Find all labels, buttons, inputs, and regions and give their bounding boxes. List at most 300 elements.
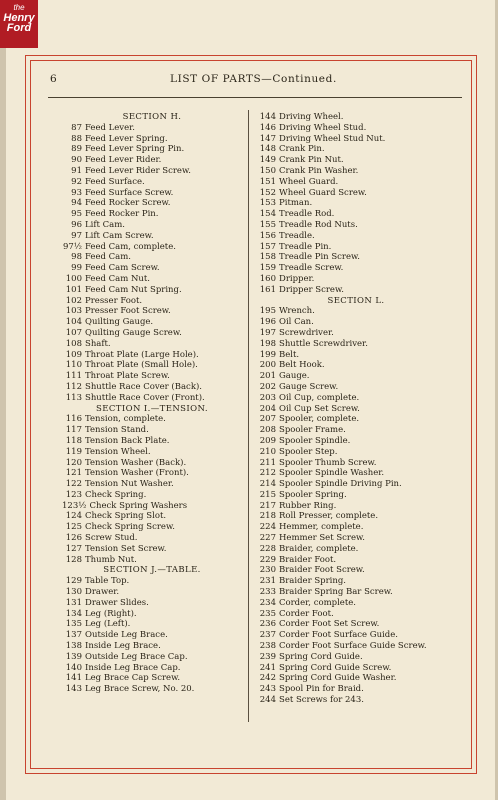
part-list-item — [62, 652, 242, 663]
part-name: Drawer. — [85, 587, 120, 598]
part-number: 146 — [259, 122, 276, 133]
part-number: 202 — [259, 381, 276, 392]
part-list-item — [62, 587, 242, 598]
part-number: 227 — [259, 533, 276, 544]
part-list-item — [62, 328, 242, 339]
part-number: 151 — [259, 176, 276, 187]
part-name: Spool Pin for Braid. — [279, 684, 364, 695]
part-list-item — [256, 565, 456, 576]
part-number: 149 — [259, 155, 276, 166]
part-number: 102 — [65, 295, 82, 306]
part-name: Shuttle Race Cover (Front). — [85, 392, 205, 403]
part-number: 155 — [259, 219, 276, 230]
part-name: Outside Leg Brace Cap. — [85, 651, 188, 662]
part-name: Leg Brace Screw, No. 20. — [85, 684, 195, 695]
part-list-item — [62, 339, 242, 350]
part-number: 138 — [65, 641, 82, 652]
part-name: Tension Wheel. — [85, 446, 151, 457]
part-number: 92 — [71, 176, 82, 187]
part-list-item — [62, 684, 242, 695]
part-number: 215 — [259, 489, 276, 500]
part-number: 212 — [259, 468, 276, 479]
part-number: 197 — [259, 327, 276, 338]
part-number: 158 — [259, 252, 276, 263]
part-list-item — [256, 533, 456, 544]
part-name: Check Spring Slot. — [85, 511, 167, 522]
part-name: Treadle Pin Screw. — [279, 252, 360, 263]
part-list-item — [256, 609, 456, 620]
part-list-item — [62, 479, 242, 490]
part-name: Feed Cam Nut. — [85, 273, 150, 284]
part-list-item — [62, 350, 242, 361]
part-number: 97 — [71, 230, 82, 241]
part-number: 161 — [259, 284, 276, 295]
part-name: Feed Rocker Pin. — [85, 209, 159, 220]
part-list-item — [62, 619, 242, 630]
part-list-item — [256, 209, 456, 220]
part-name: Throat Plate (Large Hole). — [85, 349, 199, 360]
part-list-item — [62, 490, 242, 501]
page-header — [50, 73, 460, 87]
part-list-item — [256, 155, 456, 166]
part-list-item — [256, 231, 456, 242]
part-name: Leg (Right). — [85, 608, 137, 619]
part-list-item — [62, 458, 242, 469]
part-name: Shaft. — [85, 338, 111, 349]
part-name: Braider Spring Bar Screw. — [279, 587, 393, 598]
part-name: Leg Brace Cap Screw. — [85, 673, 181, 684]
part-name: Shuttle Race Cover (Back). — [85, 381, 202, 392]
part-list-item — [256, 663, 456, 674]
part-list-item — [256, 317, 456, 328]
part-list-item — [256, 436, 456, 447]
section-heading: SECTION L. — [327, 295, 385, 306]
part-number: 196 — [259, 317, 276, 328]
part-number: 156 — [259, 230, 276, 241]
part-name: Outside Leg Brace. — [85, 630, 168, 641]
part-list-item — [62, 198, 242, 209]
part-number: 93 — [71, 187, 82, 198]
part-number: 127 — [65, 543, 82, 554]
part-list-item — [256, 630, 456, 641]
part-list-item — [256, 134, 456, 145]
part-number: 157 — [259, 241, 276, 252]
part-list-item — [62, 436, 242, 447]
part-name: Wheel Guard. — [279, 176, 339, 187]
part-name: Spooler Spring. — [279, 489, 347, 500]
part-name: Tension Nut Washer. — [85, 479, 174, 490]
part-list-item — [256, 144, 456, 155]
part-list-item — [62, 382, 242, 393]
part-number: 235 — [259, 608, 276, 619]
part-name: Feed Rocker Screw. — [85, 198, 171, 209]
part-number: 137 — [65, 630, 82, 641]
part-name: Corder, complete. — [279, 597, 356, 608]
part-name: Drawer Slides. — [85, 597, 149, 608]
part-name: Spooler Step. — [279, 446, 338, 457]
part-number: 242 — [259, 673, 276, 684]
part-number: 111 — [65, 371, 82, 382]
column-divider — [248, 110, 249, 722]
part-number: 150 — [259, 165, 276, 176]
henry-ford-logo — [0, 0, 38, 48]
part-list-item — [62, 123, 242, 134]
part-name: Feed Lever Rider. — [85, 155, 162, 166]
part-number: 238 — [259, 641, 276, 652]
part-name: Crank Pin. — [279, 144, 325, 155]
part-list-item — [256, 274, 456, 285]
part-number: 121 — [65, 468, 82, 479]
part-name: Table Top. — [85, 576, 130, 587]
part-name: Spooler Frame. — [279, 425, 346, 436]
part-list-item — [256, 684, 456, 695]
part-number: 140 — [65, 662, 82, 673]
part-number: 147 — [259, 133, 276, 144]
part-list-item — [256, 598, 456, 609]
part-name: Corder Foot Set Screw. — [279, 619, 380, 630]
part-name: Throat Plate (Small Hole). — [85, 360, 198, 371]
part-name: Lift Cam Screw. — [85, 230, 154, 241]
part-list-item — [256, 339, 456, 350]
part-number: 100 — [65, 273, 82, 284]
part-list-item — [256, 242, 456, 253]
part-name: Spring Cord Guide Screw. — [279, 662, 392, 673]
part-number: 210 — [259, 446, 276, 457]
part-name: Thumb Nut. — [85, 554, 137, 565]
part-list-item — [62, 544, 242, 555]
part-number: 231 — [259, 576, 276, 587]
part-list-item — [62, 166, 242, 177]
part-list-item — [62, 134, 242, 145]
part-name: Driving Wheel. — [279, 112, 344, 122]
part-number: 99 — [71, 263, 82, 274]
part-name: Screwdriver. — [279, 327, 334, 338]
part-list-item — [256, 112, 456, 123]
header-rule — [48, 97, 462, 98]
part-list-item — [62, 609, 242, 620]
part-list-item — [62, 317, 242, 328]
part-list-item — [62, 447, 242, 458]
part-number: 214 — [259, 479, 276, 490]
part-number: 200 — [259, 360, 276, 371]
section-heading: SECTION J.—TABLE. — [103, 565, 201, 576]
part-list-item — [62, 468, 242, 479]
part-name: Crank Pin Washer. — [279, 165, 359, 176]
part-name: Check Spring Screw. — [85, 522, 175, 533]
part-list-item — [256, 544, 456, 555]
part-number: 118 — [65, 435, 82, 446]
part-number: 130 — [65, 587, 82, 598]
part-name: Feed Surface. — [85, 176, 145, 187]
part-number: 90 — [71, 155, 82, 166]
part-name: Hemmer, complete. — [279, 522, 364, 533]
part-list-item — [62, 209, 242, 220]
part-name: Oil Cup, complete. — [279, 392, 360, 403]
part-list-item — [256, 350, 456, 361]
part-list-item — [256, 123, 456, 134]
part-number: 129 — [65, 576, 82, 587]
part-list-item — [62, 522, 242, 533]
part-list-item — [256, 490, 456, 501]
part-list-item — [62, 641, 242, 652]
part-number: 87 — [71, 122, 82, 133]
part-name: Gauge Screw. — [279, 381, 339, 392]
part-list-item — [256, 501, 456, 512]
part-list-item — [62, 598, 242, 609]
part-number: 116 — [65, 414, 82, 425]
part-name: Wheel Guard Screw. — [279, 187, 367, 198]
part-list-item — [62, 296, 242, 307]
part-number: 96 — [71, 219, 82, 230]
part-name: Feed Lever Spring. — [85, 133, 168, 144]
part-name: Driving Wheel Stud. — [279, 122, 367, 133]
part-name: Inside Leg Brace Cap. — [85, 662, 181, 673]
part-name: Corder Foot. — [279, 608, 334, 619]
part-number: 108 — [65, 338, 82, 349]
part-name: Tension, complete. — [85, 414, 166, 425]
part-name: Hemmer Set Screw. — [279, 533, 365, 544]
part-number: 112 — [65, 381, 82, 392]
part-list-item — [256, 425, 456, 436]
part-number: 109 — [65, 349, 82, 360]
part-list-item — [62, 371, 242, 382]
part-list-item — [256, 360, 456, 371]
part-name: Feed Cam, complete. — [85, 241, 176, 252]
logo-line-ford: Ford — [6, 22, 32, 34]
part-number: 110 — [65, 360, 82, 371]
part-name: Oil Can. — [279, 317, 314, 328]
part-number: 98 — [71, 252, 82, 263]
part-list-item — [62, 501, 242, 512]
part-list-item — [62, 285, 242, 296]
part-name: Screw Stud. — [85, 533, 138, 544]
part-number: 153 — [259, 198, 276, 209]
part-number: 113 — [65, 392, 82, 403]
part-name: Inside Leg Brace. — [85, 641, 161, 652]
part-name: Treadle Screw. — [279, 263, 344, 274]
part-name: Oil Cup Set Screw. — [279, 403, 360, 414]
part-name: Feed Lever Rider Screw. — [85, 165, 191, 176]
part-list-item — [256, 522, 456, 533]
part-name: Tension Stand. — [85, 425, 149, 436]
part-list-item — [62, 177, 242, 188]
part-number: 211 — [259, 457, 276, 468]
part-number: 88 — [71, 133, 82, 144]
part-list-item — [256, 673, 456, 684]
part-list-item — [62, 673, 242, 684]
part-name: Feed Cam Nut Spring. — [85, 284, 182, 295]
part-number: 139 — [65, 651, 82, 662]
part-name: Rubber Ring. — [279, 500, 337, 511]
part-number: 123½ — [62, 500, 87, 511]
part-list-item — [256, 468, 456, 479]
part-list-item — [256, 166, 456, 177]
part-number: 128 — [65, 554, 82, 565]
part-list-item — [62, 663, 242, 674]
part-name: Treadle Rod Nuts. — [279, 219, 358, 230]
part-name: Spooler Spindle Washer. — [279, 468, 385, 479]
part-name: Gauge. — [279, 371, 310, 382]
part-name: Crank Pin Nut. — [279, 155, 344, 166]
part-number: 159 — [259, 263, 276, 274]
part-number: 97½ — [62, 241, 82, 252]
part-number: 131 — [65, 597, 82, 608]
part-name: Lift Cam. — [85, 219, 125, 230]
part-name: Treadle Rod. — [279, 209, 335, 220]
part-number: 203 — [259, 392, 276, 403]
part-number: 120 — [65, 457, 82, 468]
part-number: 244 — [259, 695, 276, 706]
part-list-item — [256, 587, 456, 598]
part-name: Presser Foot Screw. — [85, 306, 171, 317]
part-list-item — [256, 263, 456, 274]
part-name: Tension Back Plate. — [85, 435, 170, 446]
part-number: 124 — [65, 511, 82, 522]
part-name: Treadle. — [279, 230, 315, 241]
part-list-item — [62, 414, 242, 425]
part-number: 107 — [65, 327, 82, 338]
part-name: Spooler, complete. — [279, 414, 360, 425]
part-number: 141 — [65, 673, 82, 684]
part-number: 228 — [259, 543, 276, 554]
part-number: 126 — [65, 533, 82, 544]
part-name: Feed Surface Screw. — [85, 187, 174, 198]
part-name: Feed Lever. — [85, 122, 135, 133]
part-number: 91 — [71, 165, 82, 176]
part-number: 236 — [259, 619, 276, 630]
parts-list-right-column — [256, 112, 456, 706]
part-list-item — [62, 144, 242, 155]
part-list-item — [62, 220, 242, 231]
part-name: Dripper Screw. — [279, 284, 344, 295]
part-number: 218 — [259, 511, 276, 522]
page-number: 6 — [50, 73, 57, 85]
part-list-item — [62, 263, 242, 274]
part-list-item — [62, 188, 242, 199]
part-list-item — [256, 404, 456, 415]
part-number: 144 — [259, 112, 276, 122]
part-name: Leg (Left). — [85, 619, 131, 630]
part-list-item — [256, 371, 456, 382]
part-number: 122 — [65, 479, 82, 490]
part-name: Dripper. — [279, 273, 315, 284]
part-number: 237 — [259, 630, 276, 641]
part-name: Feed Cam. — [85, 252, 131, 263]
logo-line-henry: Henry — [3, 12, 35, 24]
part-number: 152 — [259, 187, 276, 198]
part-name: Corder Foot Surface Guide. — [279, 630, 398, 641]
part-name: Pitman. — [279, 198, 313, 209]
part-number: 208 — [259, 425, 276, 436]
part-number: 195 — [259, 306, 276, 317]
part-list-item — [256, 252, 456, 263]
part-name: Spooler Spindle Driving Pin. — [279, 479, 402, 490]
part-list-item — [256, 479, 456, 490]
part-name: Feed Lever Spring Pin. — [85, 144, 185, 155]
part-list-item — [256, 306, 456, 317]
part-name: Braider Foot Screw. — [279, 565, 365, 576]
part-list-item — [62, 360, 242, 371]
part-number: 239 — [259, 651, 276, 662]
part-name: Check Spring Washers — [89, 500, 188, 511]
part-list-item — [62, 425, 242, 436]
part-number: 135 — [65, 619, 82, 630]
part-number: 134 — [65, 608, 82, 619]
part-number: 103 — [65, 306, 82, 317]
part-name: Check Spring. — [85, 489, 147, 500]
part-list-item — [256, 393, 456, 404]
part-name: Belt Hook. — [279, 360, 325, 371]
part-number: 224 — [259, 522, 276, 533]
part-number: 234 — [259, 597, 276, 608]
part-number: 229 — [259, 554, 276, 565]
part-number: 207 — [259, 414, 276, 425]
part-list-item — [62, 511, 242, 522]
part-name: Presser Foot. — [85, 295, 143, 306]
part-name: Spooler Thumb Screw. — [279, 457, 377, 468]
part-list-item — [62, 306, 242, 317]
part-list-item — [62, 533, 242, 544]
part-number: 243 — [259, 684, 276, 695]
part-name: Spring Cord Guide. — [279, 651, 363, 662]
part-number: 148 — [259, 144, 276, 155]
part-number: 104 — [65, 317, 82, 328]
part-list-item — [62, 231, 242, 242]
part-list-item — [256, 555, 456, 566]
part-name: Spooler Spindle. — [279, 435, 351, 446]
part-name: Quilting Gauge. — [85, 317, 154, 328]
part-name: Tension Washer (Back). — [85, 457, 187, 468]
part-list-item — [62, 555, 242, 566]
part-name: Tension Washer (Front). — [85, 468, 189, 479]
part-name: Spring Cord Guide Washer. — [279, 673, 397, 684]
part-list-item — [256, 220, 456, 231]
part-name: Braider, complete. — [279, 543, 359, 554]
part-number: 117 — [65, 425, 82, 436]
part-name: Braider Spring. — [279, 576, 346, 587]
part-number: 125 — [65, 522, 82, 533]
part-name: Throat Plate Screw. — [85, 371, 170, 382]
part-name: Braider Foot. — [279, 554, 337, 565]
part-name: Wrench. — [279, 306, 315, 317]
part-list-item — [62, 274, 242, 285]
part-name: Quilting Gauge Screw. — [85, 327, 182, 338]
part-number: 95 — [71, 209, 82, 220]
part-number: 209 — [259, 435, 276, 446]
part-list-item — [256, 188, 456, 199]
part-list-item — [256, 328, 456, 339]
part-name: Driving Wheel Stud Nut. — [279, 133, 386, 144]
part-list-item — [256, 652, 456, 663]
part-number: 89 — [71, 144, 82, 155]
part-name: Feed Cam Screw. — [85, 263, 160, 274]
part-name: Corder Foot Surface Guide Screw. — [279, 641, 427, 652]
part-number: 154 — [259, 209, 276, 220]
part-name: Tension Set Screw. — [85, 543, 167, 554]
part-list-item — [62, 630, 242, 641]
part-number: 199 — [259, 349, 276, 360]
part-list-item — [256, 576, 456, 587]
part-list-item — [256, 414, 456, 425]
part-number: 101 — [65, 284, 82, 295]
part-name: Belt. — [279, 349, 300, 360]
part-number: 217 — [259, 500, 276, 511]
part-number: 143 — [65, 684, 82, 695]
part-list-item — [256, 285, 456, 296]
part-list-item — [256, 695, 456, 706]
part-name: Set Screws for 243. — [279, 695, 364, 706]
part-number: 119 — [65, 446, 82, 457]
